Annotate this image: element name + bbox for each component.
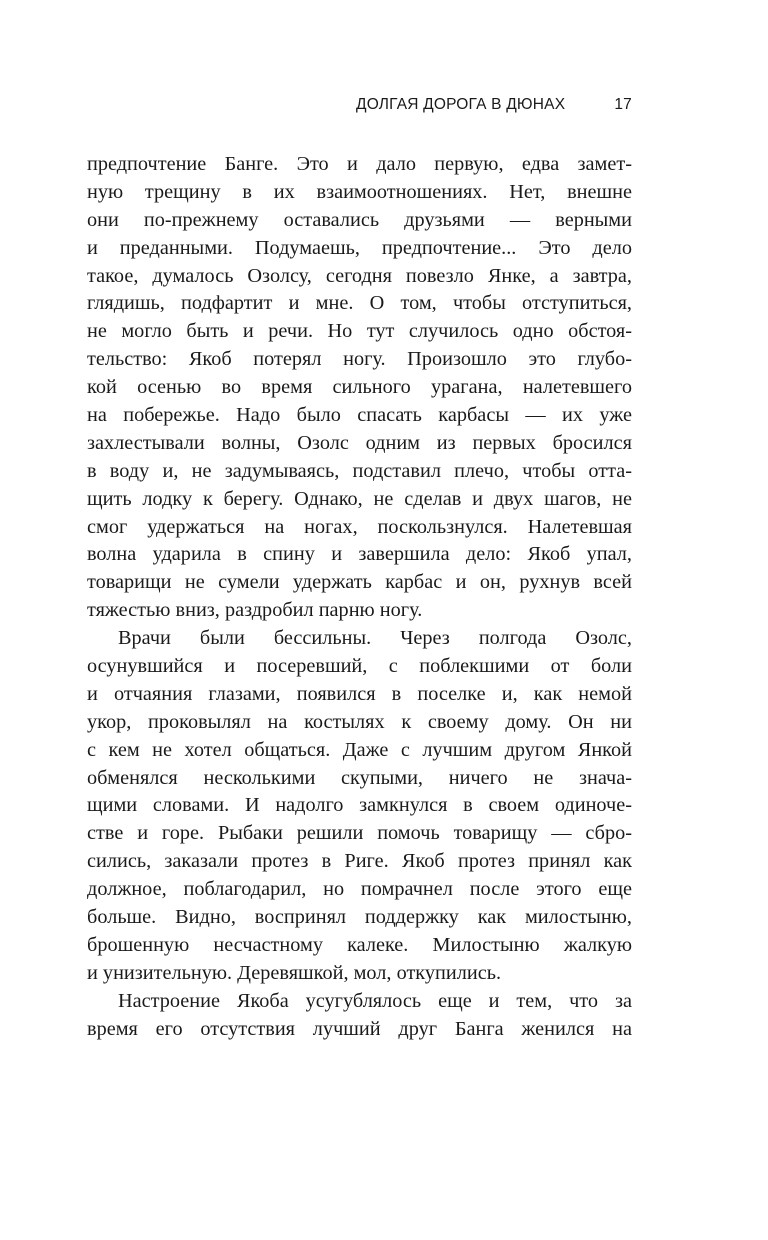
text-line: глядишь, подфартит и мне. О том, чтобы отступиться, — [87, 292, 632, 315]
text-line: волна ударила в спину и завершила дело: Якоб упал, — [87, 543, 632, 566]
running-head-title: ДОЛГАЯ ДОРОГА В ДЮНАХ — [356, 96, 566, 113]
text-line: щими словами. И надолго замкнулся в своем одиноче- — [87, 794, 632, 817]
text-line: в воду и, не задумываясь, подставил плечо, чтобы отта- — [87, 459, 632, 482]
paragraph-3 — [87, 988, 632, 1044]
text-line: Настроение Якоба усугублялось еще и тем, что за — [118, 989, 632, 1012]
text-line: больше. Видно, воспринял поддержку как милостыню, — [87, 906, 632, 929]
text-line: и унизительную. Деревяшкой, мол, откупились. — [87, 961, 502, 984]
text-line: осунувшийся и посеревший, с поблекшими от боли — [87, 655, 632, 678]
paragraph-2 — [87, 625, 632, 988]
text-line: ную трещину в их взаимоотношениях. Нет, внешне — [87, 180, 632, 203]
text-line: тельство: Якоб потерял ногу. Произошло это глубо- — [87, 348, 632, 371]
text-line: укор, проковылял на костылях к своему дому. Он ни — [87, 710, 632, 733]
text-line: и отчаяния глазами, появился в поселке и, как немой — [87, 682, 632, 705]
text-line: кой осенью во время сильного урагана, налетевшего — [87, 376, 632, 399]
text-line: они по-прежнему оставались друзьями — верными — [87, 208, 632, 231]
text-line: предпочтение Банге. Это и дало первую, едва замет- — [87, 153, 632, 175]
text-line: товарищи не сумели удержать карбас и он, рухнув всей — [87, 571, 632, 594]
text-line: стве и горе. Рыбаки решили помочь товарищу — сбро- — [87, 822, 632, 845]
text-line: Врачи были бессильны. Через полгода Озолс, — [118, 627, 632, 650]
page-number: 17 — [614, 96, 632, 113]
text-line: время его отсутствия лучший друг Банга женился на — [87, 1017, 632, 1040]
text-line: должное, поблагодарил, но помрачнел после этого еще — [87, 878, 632, 901]
text-line: захлестывали волны, Озолс одним из первых бросился — [87, 431, 632, 454]
text-line: не могло быть и речи. Но тут случилось одно обстоя- — [87, 320, 632, 343]
text-line: и преданными. Подумаешь, предпочтение... Это дело — [87, 236, 632, 259]
text-line: сились, заказали протез в Риге. Якоб протез принял как — [87, 850, 632, 873]
text-line: смог удержаться на ногах, поскользнулся. Налетевшая — [87, 515, 632, 538]
body-text — [87, 151, 632, 1044]
text-line: щить лодку к берегу. Однако, не сделав и двух шагов, не — [87, 487, 632, 510]
text-line: на побережье. Надо было спасать карбасы — их уже — [87, 404, 632, 427]
text-line: тяжестью вниз, раздробил парню ногу. — [87, 599, 423, 622]
text-line: брошенную несчастному калеке. Милостыню жалкую — [87, 933, 632, 956]
running-head — [356, 94, 632, 120]
text-line: такое, думалось Озолсу, сегодня повезло Янке, а завтра, — [87, 264, 632, 287]
paragraph-1 — [87, 151, 632, 625]
text-line: с кем не хотел общаться. Даже с лучшим другом Янкой — [87, 738, 632, 761]
text-line: обменялся несколькими скупыми, ничего не знача- — [87, 766, 632, 789]
